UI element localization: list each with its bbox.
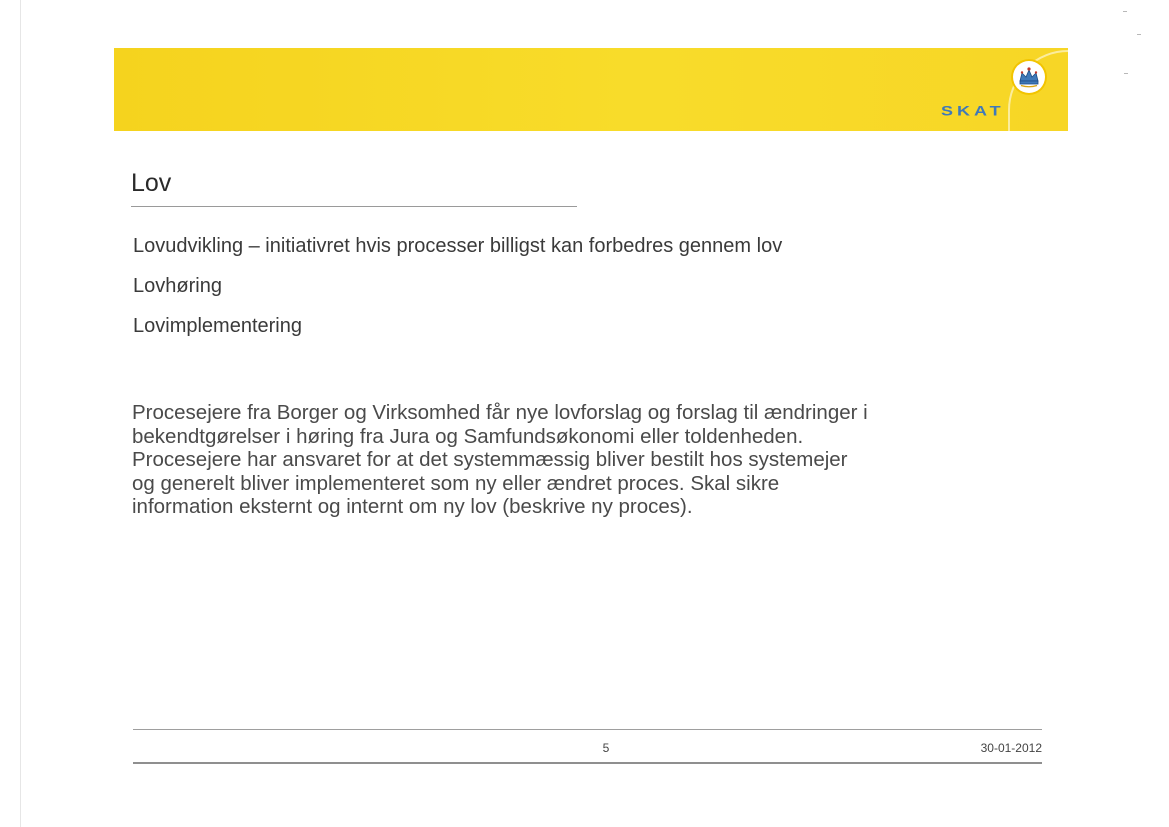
page-number: 5 — [602, 741, 610, 755]
title-underline — [131, 206, 577, 207]
footer-date: 30-01-2012 — [980, 741, 1042, 755]
crown-icon — [1013, 61, 1045, 93]
scan-speck — [1123, 11, 1127, 12]
skat-logo-text: SKAT — [941, 103, 1005, 119]
bullet-item: Lovhøring — [133, 275, 222, 297]
header-banner — [114, 48, 1068, 131]
body-paragraph: Procesejere fra Borger og Virksomhed får nye lovforslag og forslag til ændringer i bekendtgørelser i høring fra Jura og Samfundsøkonomi eller toldenheden. Procesejere har ansvaret for at det systemmæssig bliver bestilt hos systemejer og generelt bliver implementeret som ny eller ændret proces. Skal sikre information eksternt og internt om ny lov (beskrive ny proces). — [132, 401, 868, 519]
page-edge-line — [20, 0, 21, 827]
slide-title: Lov — [131, 169, 172, 197]
bullet-list — [133, 234, 782, 354]
scan-speck — [1124, 73, 1128, 74]
footer-divider-top — [133, 729, 1042, 730]
bullet-item: Lovudvikling – initiativret hvis processer billigst kan forbedres gennem lov — [133, 235, 783, 257]
bullet-item: Lovimplementering — [133, 315, 302, 337]
footer-divider-bottom — [133, 762, 1042, 764]
scan-speck — [1137, 34, 1141, 35]
crown-emblem-graphic — [1017, 66, 1041, 88]
